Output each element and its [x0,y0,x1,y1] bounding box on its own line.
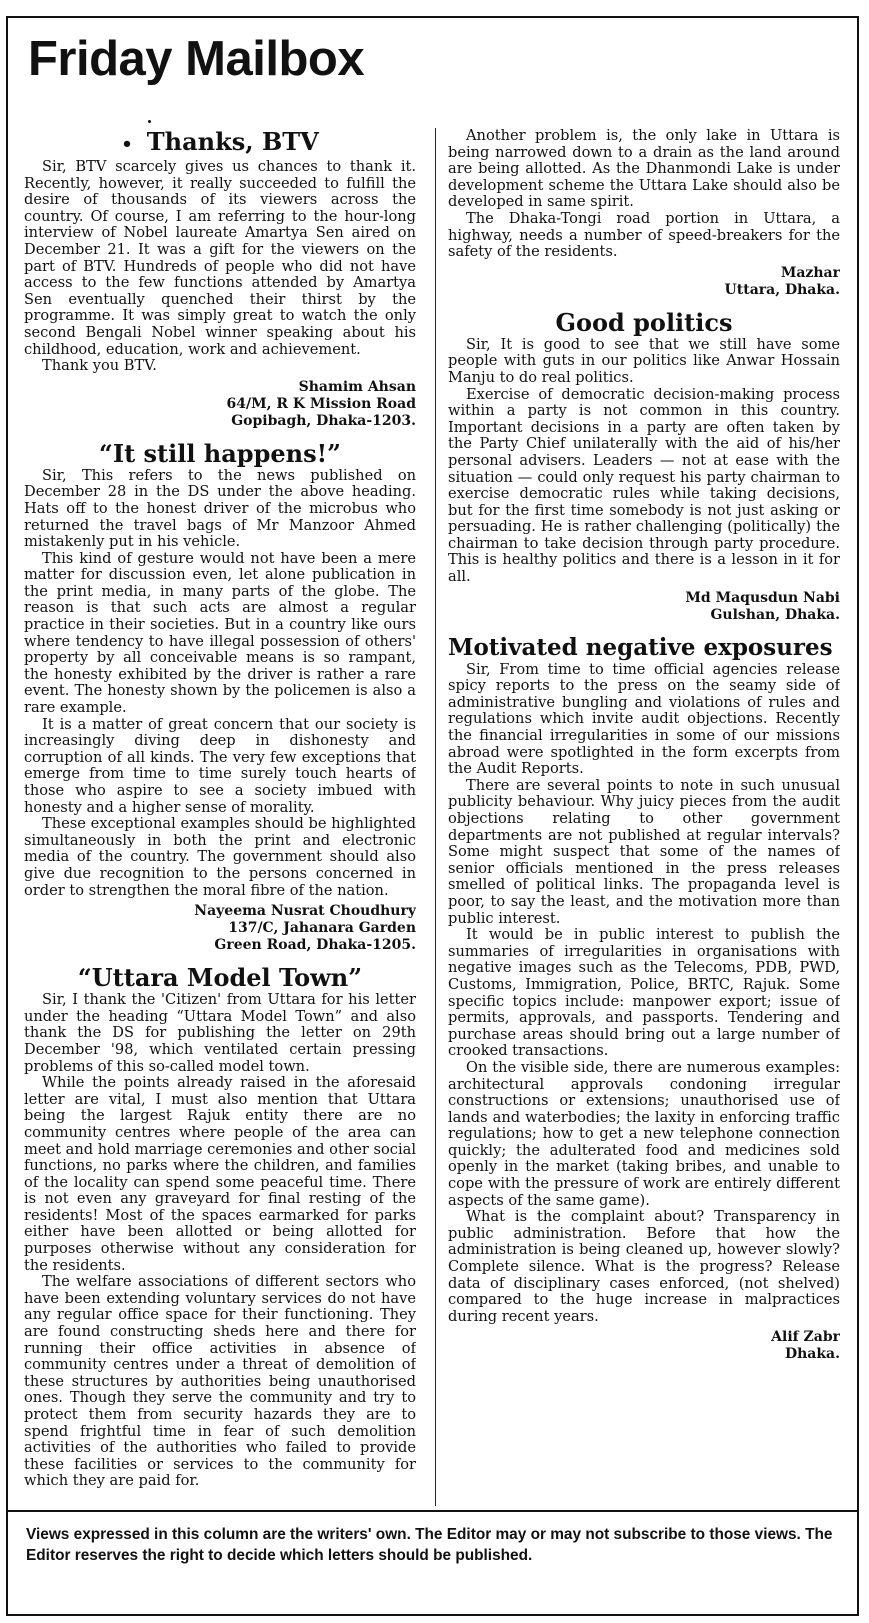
letter-paragraph: Sir, This refers to the news published on December 28 in the DS under the above heading. Hats off to the honest driver of the microbus who returned the travel bags of Mr Manzoor Ahmed mistakenly put in his vehicle. [24,466,416,551]
signature-name: Nayeema Nusrat Choudhury [194,903,416,920]
signature-address: Green Road, Dhaka-1205. [214,937,416,954]
letter-paragraph: On the visible side, there are numerous examples: architectural approvals condoning irregular constructions or extensions; unauthorised use of lands and waterbodies; the laxity in enforcing traffic regulations; how to get a new telephone connection quickly; the adulterated food and medicines sold openly in the market (taking bribes, and unable to cope with the pressure of work are entirely different aspects of the same game). [448,1058,840,1209]
column-rule [435,128,436,1506]
letter-title: “It still happens!” [99,438,341,468]
letter-paragraph: What is the complaint about? Transparency in public administration. Before that how the administration is being cleaned up, however slowly? Complete silence. What is the progress? Release data of disciplinary cases enforced, (not shelved) compared to the huge increase in malpractices during recent years. [448,1208,840,1325]
letter-paragraph: Thank you BTV. [42,357,157,375]
signature-address: Uttara, Dhaka. [724,281,840,298]
signature-name: Md Maqusdun Nabi [685,589,840,606]
bullet-icon: • [121,134,133,155]
letter-title: Good politics [555,307,733,337]
print-speck [148,120,151,123]
letter-signature [448,265,840,299]
letter-paragraph: Another problem is, the only lake in Uttara is being narrowed down to a drain as the land around are being allotted. As the Dhanmondi Lake is under development scheme the Uttara Lake should also be developed in same spirit. [448,128,840,211]
letter-signature [24,379,416,430]
letter-paragraph: Sir, I thank the 'Citizen' from Uttara for his letter under the heading “Uttara Model Town” and also thank the DS for publishing the letter on 29th December '98, which ventilated certain pressing problems of this so-called model town. [24,991,416,1075]
signature-address: 64/M, R K Mission Road [226,395,416,412]
signature-address: Gopibagh, Dhaka-1203. [231,412,416,429]
letter-paragraph: It is a matter of great concern that our society is increasingly diving deep in dishonesty and corruption of all kinds. The very few exceptions that emerge from time to time surely touch hearts of those who aspire to see a society imbued with honesty and a higher sense of morality. [24,715,416,816]
letter-signature [24,903,416,954]
letter-paragraph: These exceptional examples should be highlighted simultaneously in both the print and electronic media of the country. The government should also give due recognition to the persons concerned in order to strengthen the moral fibre of the nation. [24,815,416,899]
signature-address: 137/C, Jahanara Garden [228,920,416,937]
signature-address: Gulshan, Dhaka. [710,606,840,623]
column-right [448,128,840,1498]
letter-paragraph: Sir, It is good to see that we still have some people with guts in our politics like Anwar Hossain Manju to do real politics. [448,335,840,386]
letter-paragraph: The Dhaka-Tongi road portion in Uttara, a highway, needs a number of speed-breakers for the safety of the residents. [448,209,840,261]
letter-paragraph: Sir, From time to time official agencies release spicy reports to the press on the seamy side of administrative bungling and violations of rules and regulations which invite audit objections. Recently the financial irregularities in some of our missions abroad were spotlighted in the form excerpts from the Audit Reports. [448,660,840,778]
letter-good-politics [448,309,840,624]
letter-thanks-btv [24,128,416,430]
letter-uttara-model-town [24,964,416,1490]
signature-address: Dhaka. [784,1346,840,1363]
signature-name: Alif Zabr [771,1329,840,1346]
letter-motivated-negative-exposures [448,634,840,1364]
mailbox-frame [6,16,859,1616]
letter-title: • Thanks, BTV [24,128,416,159]
letter-title: Motivated negative exposures [448,633,833,661]
letter-it-still-happens [24,440,416,954]
letter-paragraph: Exercise of democratic decision-making process within a party is not common in this country. Important decisions in a party are often taken by the Party Chief unilaterally with the aid of his/her personal advisers. Leaders — not at ease with the situation — could only request his party chairman to exercise democratic rules while taking decisions, but for the first time somebody is not just asking or persuading. He is rather challenging (politically) the chairman to take decision through party procedure. This is healthy politics and there is a lesson in it for all. [448,385,840,586]
letter-uttara-continued [448,128,840,299]
letter-signature [448,1329,840,1363]
editor-disclaimer: Views expressed in this column are the writers' own. The Editor may or may not subscribe to those views. The Editor reserves the right to decide which letters should be published. [8,1510,857,1614]
letter-paragraph: This kind of gesture would not have been a mere matter for discussion even, let alone publication in the print media, in many parts of the globe. The reason is that such acts are almost a regular practice in their societies. But in a country like ours where tendency to have illegal possession of others' property by all conceivable means is so rampant, the honesty exhibited by the driver is rather a rare event. The honesty shown by the policemen is also a rare example. [24,549,416,717]
letter-paragraph: Sir, BTV scarcely gives us chances to thank it. Recently, however, it really succeeded to fulfill the desire of thousands of its viewers across the country. Of course, I am referring to the hour-long interview of Nobel laureate Amartya Sen aired on December 21. It was a gift for the viewers on the part of BTV. Hundreds of people who did not have access to the few functions attended by Amartya Sen eventually quenched their thirst by the programme. It was simply great to watch the only second Bengali Nobel winner speaking about his childhood, education, work and achievement. [24,158,416,358]
letter-paragraph: It would be in public interest to publish the summaries of irregularities in organisations with negative images such as the Telecoms, PDB, PWD, Customs, Immigration, Police, BRTC, Rajuk. Some specific topics include: manpower export; issue of permits, approvals, and passports. Tendering and purchase areas should bring out a large number of crooked transactions. [448,926,840,1060]
letter-paragraph: The welfare associations of different sectors who have been extending voluntary services do not have any regular office space for their functioning. They are found constructing sheds here and there for running their office activities in absence of community centres under a threat of demolition of these structures by authorities being unauthorised ones. Though they serve the community and try to protect them from security hazards they are to spend frightful time in fear of such demolition activities of the authorities who failed to provide these facilities or services to the community for which they are paid for. [24,1273,416,1490]
letter-paragraph: While the points already raised in the aforesaid letter are vital, I must also mention that Uttara being the largest Rajuk entity there are no community centres where people of the area can meet and hold marriage ceremonies and other social functions, no parks where the children, and families of the locality can spend some peaceful time. There is not even any graveyard for final resting of the residents! Most of the spaces earmarked for parks either have been allotted or being allotted for purposes otherwise without any consideration for the residents. [24,1074,416,1274]
page-title: Friday Mailbox [28,32,365,86]
letter-paragraph: There are several points to note in such unusual publicity behaviour. Why juicy pieces from the audit objections relating to other government departments are not published at regular intervals? Some might suspect that some of the names of senior officials mentioned in the press releases smelled of political links. The propaganda level is poor, to say the least, and the motivation more than public interest. [448,776,840,927]
column-left [24,128,416,1498]
letter-signature [448,590,840,624]
letter-title: “Uttara Model Town” [77,963,363,993]
signature-name: Shamim Ahsan [298,378,416,395]
signature-name: Mazhar [780,264,840,281]
